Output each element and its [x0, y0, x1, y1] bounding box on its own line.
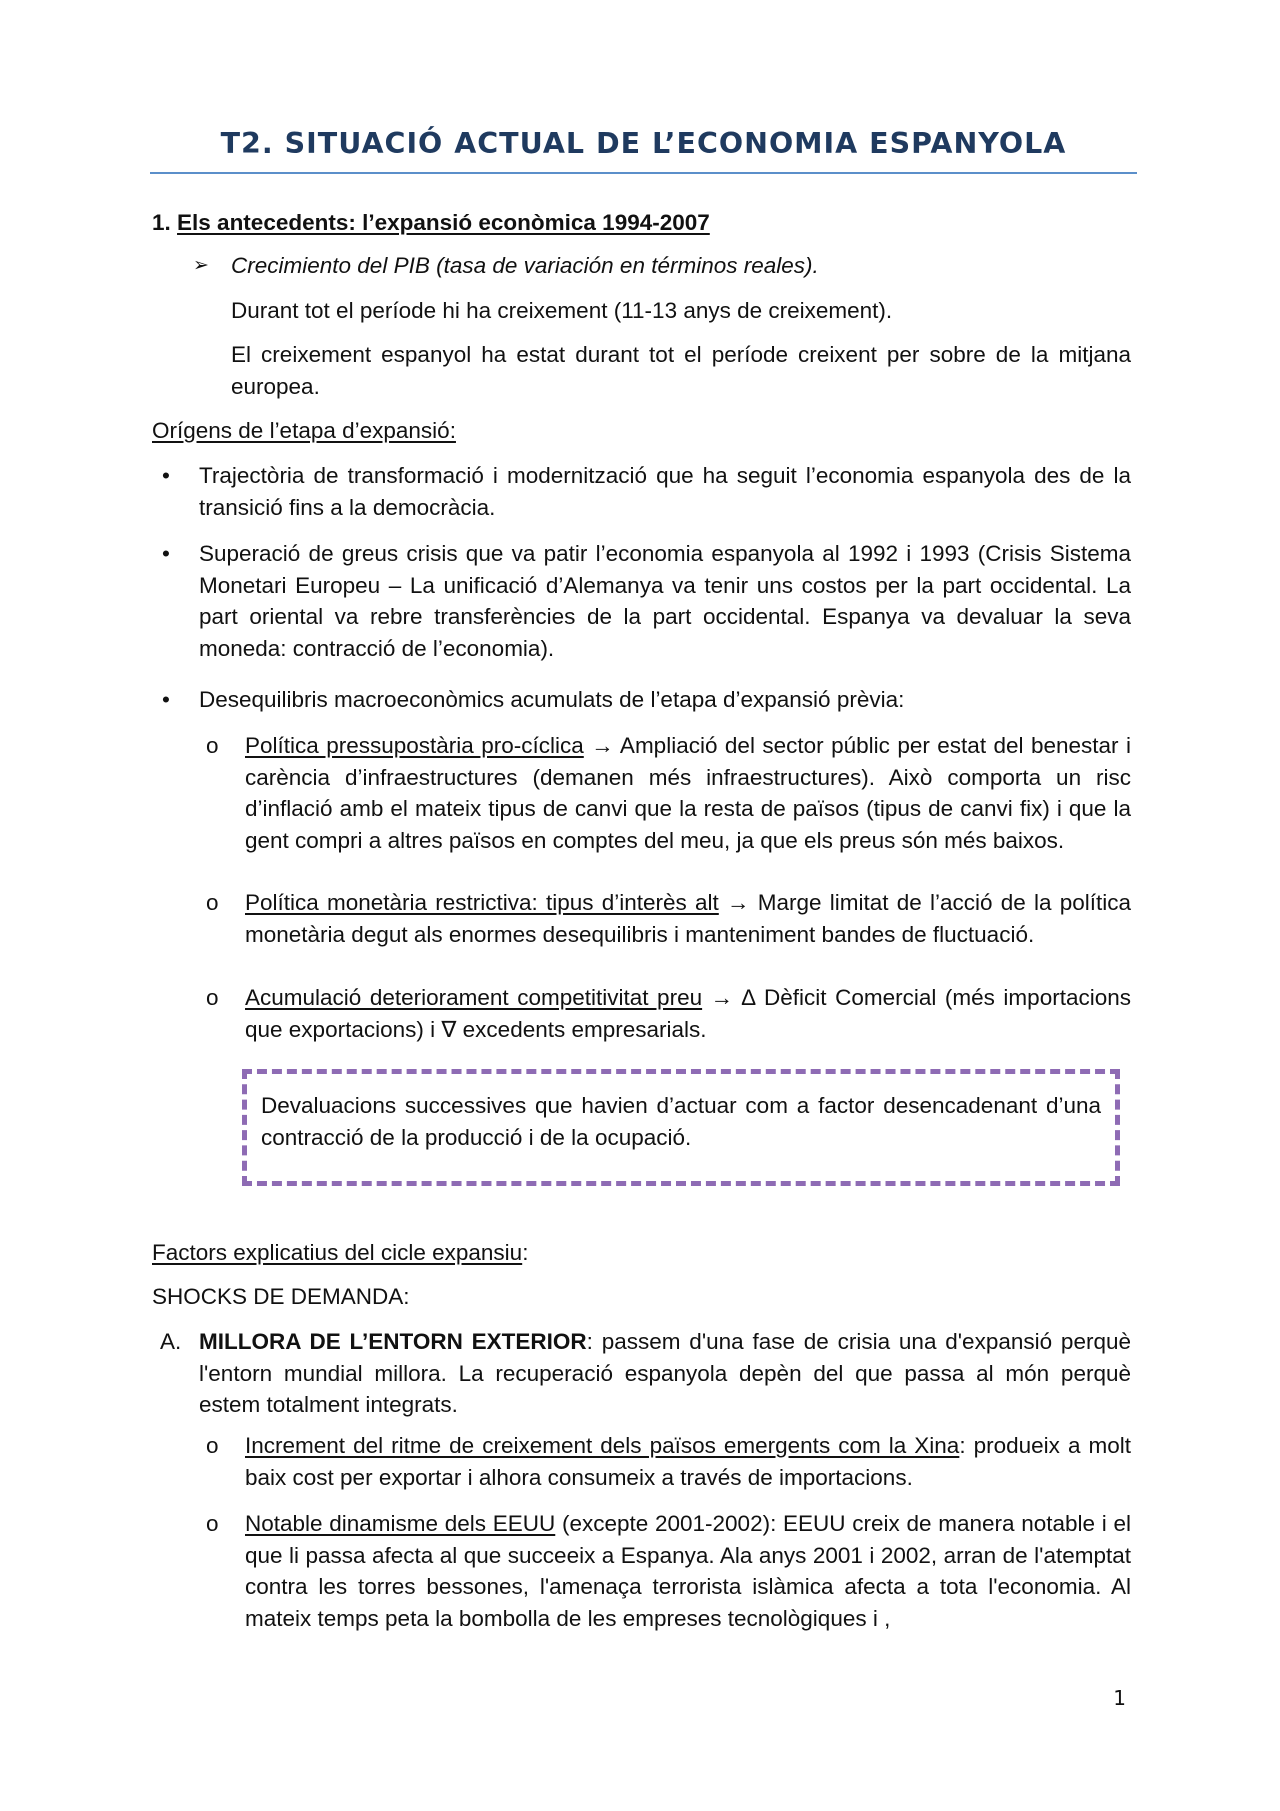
title-divider: [150, 172, 1137, 174]
shocks-heading: SHOCKS DE DEMANDA:: [152, 1284, 410, 1309]
list-item: Desequilibris macroeconòmics acumulats de l’etapa d’expansió prèvia:: [199, 687, 905, 712]
page-number: 1: [1113, 1686, 1126, 1710]
item-text: : passem d'una fase de crisia una d'expansió perquè l'entorn mundial millora. La recuperació espanyola depèn del que passa al món perquè estem totalment integrats.: [199, 1329, 1131, 1417]
item-label: MILLORA DE L’ENTORN EXTERIOR: [199, 1329, 587, 1354]
subsection-heading-text: Factors explicatius del cicle expansiu: [152, 1240, 523, 1265]
bullet-icon: •: [162, 687, 170, 712]
list-item: [199, 1326, 1131, 1421]
subsection-heading: Orígens de l’etapa d’expansió:: [152, 418, 456, 443]
sub-item-text: (excepte 2001-2002): EEUU creix de manera notable i el que li passa afecta al que succeeix a Espanya. Ala anys 2001 i 2002, arran de l'atemptat contra les torres bessones, l'amenaça terrorista islàmica afecta a tota l'economia. Al mateix temps peta la bombolla de les empreses tecnològiques i ,: [245, 1511, 1131, 1631]
sub-item-text: : produeix a molt baix cost per exportar i alhora consumeix a través de importacions.: [245, 1433, 1131, 1490]
sub-bullet-icon: o: [206, 733, 219, 758]
bullet-icon: •: [162, 541, 170, 566]
list-item: Superació de greus crisis que va patir l’economia espanyola al 1992 i 1993 (Crisis Sistema Monetari Europeu – La unificació d’Alemanya va tenir uns costos per la part occidental. La part oriental va rebre transferències de la part occidental. Espanya va devaluar la seva moneda: contracció de l’economia).: [199, 541, 1131, 661]
sub-list-item: [245, 887, 1131, 950]
section-heading: [152, 207, 710, 239]
sub-item-text: → Marge limitat de l’acció de la política monetària degut als enormes desequilibris i manteniment bandes de fluctuació.: [245, 890, 1131, 947]
sub-item-text: → Ampliació del sector públic per estat del benestar i carència d’infraestructures (demanen més infraestructures). Això comporta un risc d’inflació amb el mateix tipus de canvi que la resta de països (tipus de canvi fix) i que la gent compri a altres països en comptes del meu, ja que els preus són més baixos.: [245, 733, 1131, 853]
sub-list-item: [245, 982, 1131, 1045]
sub-item-label: Notable dinamisme dels EEUU: [245, 1511, 556, 1536]
sub-list-item: [245, 1508, 1131, 1634]
sub-bullet-icon: o: [206, 985, 219, 1010]
sub-item-text: → ∆ Dèficit Comercial (més importacions que exportacions) i ∇ excedents empresarials.: [245, 985, 1131, 1042]
heading-colon: :: [522, 1240, 529, 1265]
sub-bullet-icon: o: [206, 1511, 219, 1536]
sub-list-item: [245, 1430, 1131, 1493]
arrow-bullet-icon: ➢: [193, 254, 209, 276]
paragraph: Durant tot el període hi ha creixement (11-13 anys de creixement).: [231, 298, 893, 323]
sub-item-label: Política pressupostària pro-cíclica: [245, 733, 584, 758]
list-marker: A.: [160, 1329, 182, 1354]
subsection-heading: [152, 1237, 528, 1269]
page-title: T2. SITUACIÓ ACTUAL DE L’ECONOMIA ESPANYOLA: [220, 127, 1067, 160]
callout-text: Devaluacions successives que havien d’actuar com a factor desencadenant d’una contracció de la producció i de la ocupació.: [261, 1093, 1101, 1150]
sub-item-label: Acumulació deteriorament competitivitat preu: [245, 985, 703, 1010]
section-heading-text: Els antecedents: l’expansió econòmica 1994-2007: [177, 210, 710, 235]
paragraph: El creixement espanyol ha estat durant tot el període creixent per sobre de la mitjana europea.: [231, 342, 1131, 399]
section-number: 1.: [152, 210, 171, 235]
sub-list-item: [245, 730, 1131, 856]
bullet-icon: •: [162, 463, 170, 488]
sub-item-label: Política monetària restrictiva: tipus d’interès alt: [245, 890, 719, 915]
arrow-item-text: Crecimiento del PIB (tasa de variación en términos reales).: [231, 253, 819, 278]
sub-bullet-icon: o: [206, 1433, 219, 1458]
sub-bullet-icon: o: [206, 890, 219, 915]
sub-item-label: Increment del ritme de creixement dels països emergents com la Xina: [245, 1433, 960, 1458]
list-item: Trajectòria de transformació i modernització que ha seguit l’economia espanyola des de la transició fins a la democràcia.: [199, 463, 1131, 520]
